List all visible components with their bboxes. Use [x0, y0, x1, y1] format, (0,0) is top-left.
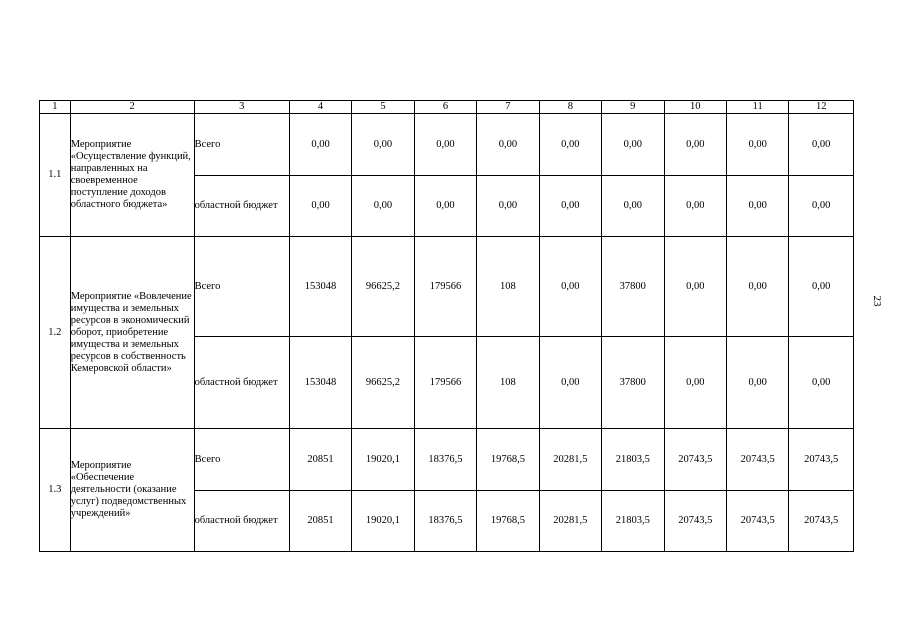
column-header: 8: [539, 101, 601, 114]
column-header: 1: [40, 101, 71, 114]
value-cell: 0,00: [539, 176, 601, 237]
value-cell: 20743,5: [664, 429, 726, 491]
value-cell: 20851: [289, 491, 351, 552]
value-cell: 18376,5: [414, 429, 476, 491]
column-header: 6: [414, 101, 476, 114]
value-cell: 0,00: [789, 237, 854, 337]
value-cell: 37800: [602, 237, 664, 337]
value-cell: 108: [477, 237, 539, 337]
value-cell: 153048: [289, 337, 351, 429]
value-cell: 0,00: [414, 176, 476, 237]
value-cell: 153048: [289, 237, 351, 337]
value-cell: 20743,5: [726, 429, 788, 491]
value-cell: 19020,1: [352, 491, 414, 552]
value-cell: 0,00: [664, 337, 726, 429]
value-cell: 0,00: [539, 114, 601, 176]
column-header: 9: [602, 101, 664, 114]
value-cell: 0,00: [602, 114, 664, 176]
value-cell: 20851: [289, 429, 351, 491]
value-cell: 108: [477, 337, 539, 429]
value-cell: 21803,5: [602, 491, 664, 552]
page-number: 23: [871, 295, 883, 307]
value-cell: 0,00: [352, 176, 414, 237]
value-cell: 20743,5: [789, 429, 854, 491]
value-cell: 0,00: [789, 337, 854, 429]
column-header: 12: [789, 101, 854, 114]
value-cell: 0,00: [664, 114, 726, 176]
value-cell: 0,00: [477, 114, 539, 176]
value-cell: 0,00: [539, 237, 601, 337]
value-cell: 18376,5: [414, 491, 476, 552]
table-row: [40, 114, 854, 176]
item-name: Мероприятие «Обеспечение деятельности (оказание услуг) подведомственных учреждений»: [70, 429, 194, 552]
column-header: 3: [194, 101, 289, 114]
value-cell: 0,00: [414, 114, 476, 176]
value-cell: 0,00: [726, 237, 788, 337]
value-cell: 19020,1: [352, 429, 414, 491]
value-cell: 19768,5: [477, 429, 539, 491]
value-cell: 179566: [414, 237, 476, 337]
value-cell: 0,00: [726, 176, 788, 237]
value-cell: 0,00: [726, 114, 788, 176]
column-header: 2: [70, 101, 194, 114]
table-header-row: [40, 101, 854, 114]
value-cell: 0,00: [352, 114, 414, 176]
value-cell: 20743,5: [726, 491, 788, 552]
column-header: 4: [289, 101, 351, 114]
funding-source: областной бюджет: [194, 491, 289, 552]
value-cell: 96625,2: [352, 337, 414, 429]
value-cell: 0,00: [789, 176, 854, 237]
value-cell: 20281,5: [539, 429, 601, 491]
item-number: 1.1: [40, 114, 71, 237]
funding-source: областной бюджет: [194, 337, 289, 429]
item-number: 1.3: [40, 429, 71, 552]
funding-source: Всего: [194, 429, 289, 491]
column-header: 10: [664, 101, 726, 114]
value-cell: 37800: [602, 337, 664, 429]
value-cell: 0,00: [602, 176, 664, 237]
funding-source: Всего: [194, 114, 289, 176]
value-cell: 0,00: [789, 114, 854, 176]
value-cell: 0,00: [477, 176, 539, 237]
value-cell: 0,00: [289, 176, 351, 237]
column-header: 11: [726, 101, 788, 114]
value-cell: 19768,5: [477, 491, 539, 552]
value-cell: 0,00: [664, 176, 726, 237]
funding-source: Всего: [194, 237, 289, 337]
budget-table: [39, 100, 854, 552]
value-cell: 20743,5: [789, 491, 854, 552]
value-cell: 0,00: [664, 237, 726, 337]
value-cell: 0,00: [539, 337, 601, 429]
value-cell: 0,00: [289, 114, 351, 176]
value-cell: 96625,2: [352, 237, 414, 337]
column-header: 7: [477, 101, 539, 114]
funding-source: областной бюджет: [194, 176, 289, 237]
value-cell: 20281,5: [539, 491, 601, 552]
table-row: [40, 237, 854, 337]
value-cell: 0,00: [726, 337, 788, 429]
item-name: Мероприятие «Осуществление функций, направленных на своевременное поступление доходов областного бюджета»: [70, 114, 194, 237]
table-row: [40, 429, 854, 491]
value-cell: 179566: [414, 337, 476, 429]
value-cell: 21803,5: [602, 429, 664, 491]
value-cell: 20743,5: [664, 491, 726, 552]
column-header: 5: [352, 101, 414, 114]
item-name: Мероприятие «Вовлечение имущества и земельных ресурсов в экономический оборот, приобретение имущества и земельных ресурсов в собственность Кемеровской области»: [70, 237, 194, 429]
item-number: 1.2: [40, 237, 71, 429]
